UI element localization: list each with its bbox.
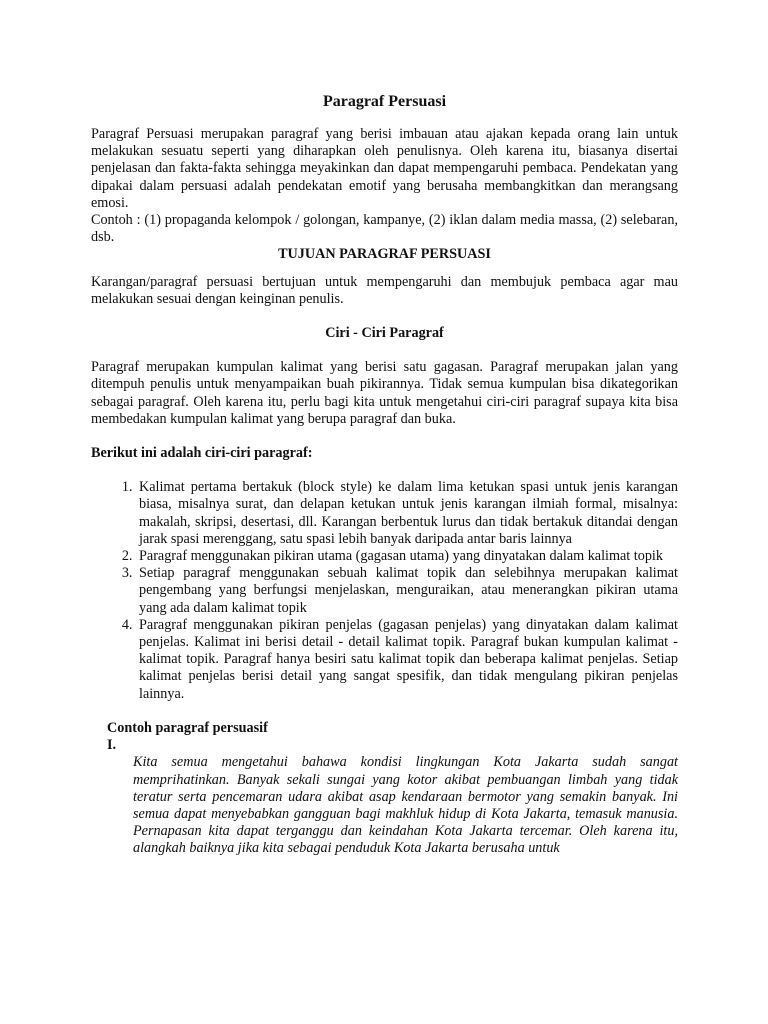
example-paragraph: Kita semua mengetahui bahawa kondisi lingkungan Kota Jakarta sudah sangat memprihatinkan. Banyak sekali sungai yang kotor akibat pembuangan limbah yang tidak teratur serta pencemaran udara akibat asap kendaraan bermotor yang semakin banyak. Ini semua dapat menyebabkan gangguan bagi makhluk hidup di Kota Jakarta, temasuk manusia. Pernapasan kita dapat terganggu dan keindahan Kota Jakarta tercemar. Oleh karena itu, alangkah baiknya jika kita sebagai penduduk Kota Jakarta berusaha untuk [133,754,678,857]
intro-paragraph: Paragraf Persuasi merupakan paragraf yang berisi imbauan atau ajakan kepada orang lain untuk melakukan sesuatu seperti yang diharapkan oleh penulisnya. Oleh karena itu, biasanya disertai penjelasan dan fakta-fakta sehingga meyakinkan dan dapat mempengaruhi pembaca. Pendekatan yang dipakai dalam persuasi adalah pendekatan emotif yang berusaha membangkitkan dan merangsang emosi. [91,126,678,211]
tujuan-paragraph: Karangan/paragraf persuasi bertujuan untuk mempengaruhi dan membujuk pembaca agar mau melakukan sesuai dengan keinginan penulis. [91,273,678,307]
list-item: 4. Paragraf menggunakan pikiran penjelas (gagasan penjelas) yang dinyatakan dalam kalimat penjelas. Kalimat ini berisi detail - detail kalimat topik. Paragraf bukan kumpulan kalimat - kalimat topik. Paragraf hanya besiri satu kalimat topik dan beberapa kalimat penjelas. Setiap kalimat penjelas berisi detail yang sangat spesifik, dan tidak mengulang pikiran penjelas lainnya. [136,617,678,703]
list-intro: Berikut ini adalah ciri-ciri paragraf: [91,445,313,462]
ciri-paragraph: Paragraf merupakan kumpulan kalimat yang berisi satu gagasan. Paragraf merupakan jalan yang ditempuh penulis untuk menyampaikan buah pikirannya. Tidak semua kumpulan bisa dikategorikan sebagai paragraf. Oleh karena itu, perlu bagi kita untuk mengetahui ciri-ciri paragraf supaya kita bisa membedakan kumpulan kalimat yang berupa paragraf dan buka. [91,359,678,427]
list-item: 3. Setiap paragraf menggunakan sebuah kalimat topik dan selebihnya merupakan kalimat pengembang yang berfungsi menjelaskan, menguraikan, atau menerangkan pikiran utama yang ada dalam kalimat topik [136,565,678,617]
examples-line: Contoh : (1) propaganda kelompok / golongan, kampanye, (2) iklan dalam media massa, (2) selebaran, dsb. [91,212,678,246]
document-content [91,93,678,858]
list-item: 2. Paragraf menggunakan pikiran utama (gagasan utama) yang dinyatakan dalam kalimat topik [136,548,678,565]
ciri-heading: Ciri - Ciri Paragraf [325,325,444,342]
list-item: 1. Kalimat pertama bertakuk (block style) ke dalam lima ketukan spasi untuk jenis karangan biasa, misalnya surat, dan delapan ketukan untuk jenis karangan ilmiah formal, misalnya: makalah, skripsi, desertasi, dll. Karangan berbentuk lurus dan tidak bertakuk ditandai dengan jarak spasi merenggang, satu spasi lebih banyak daripada antar baris lainnya [136,479,678,548]
ciri-list [91,479,678,703]
example-number: I. [107,737,117,754]
example-section [107,720,678,858]
page-title: Paragraf Persuasi [322,93,447,110]
tujuan-heading: TUJUAN PARAGRAF PERSUASI [278,246,491,263]
example-heading: Contoh paragraf persuasif [107,719,268,736]
